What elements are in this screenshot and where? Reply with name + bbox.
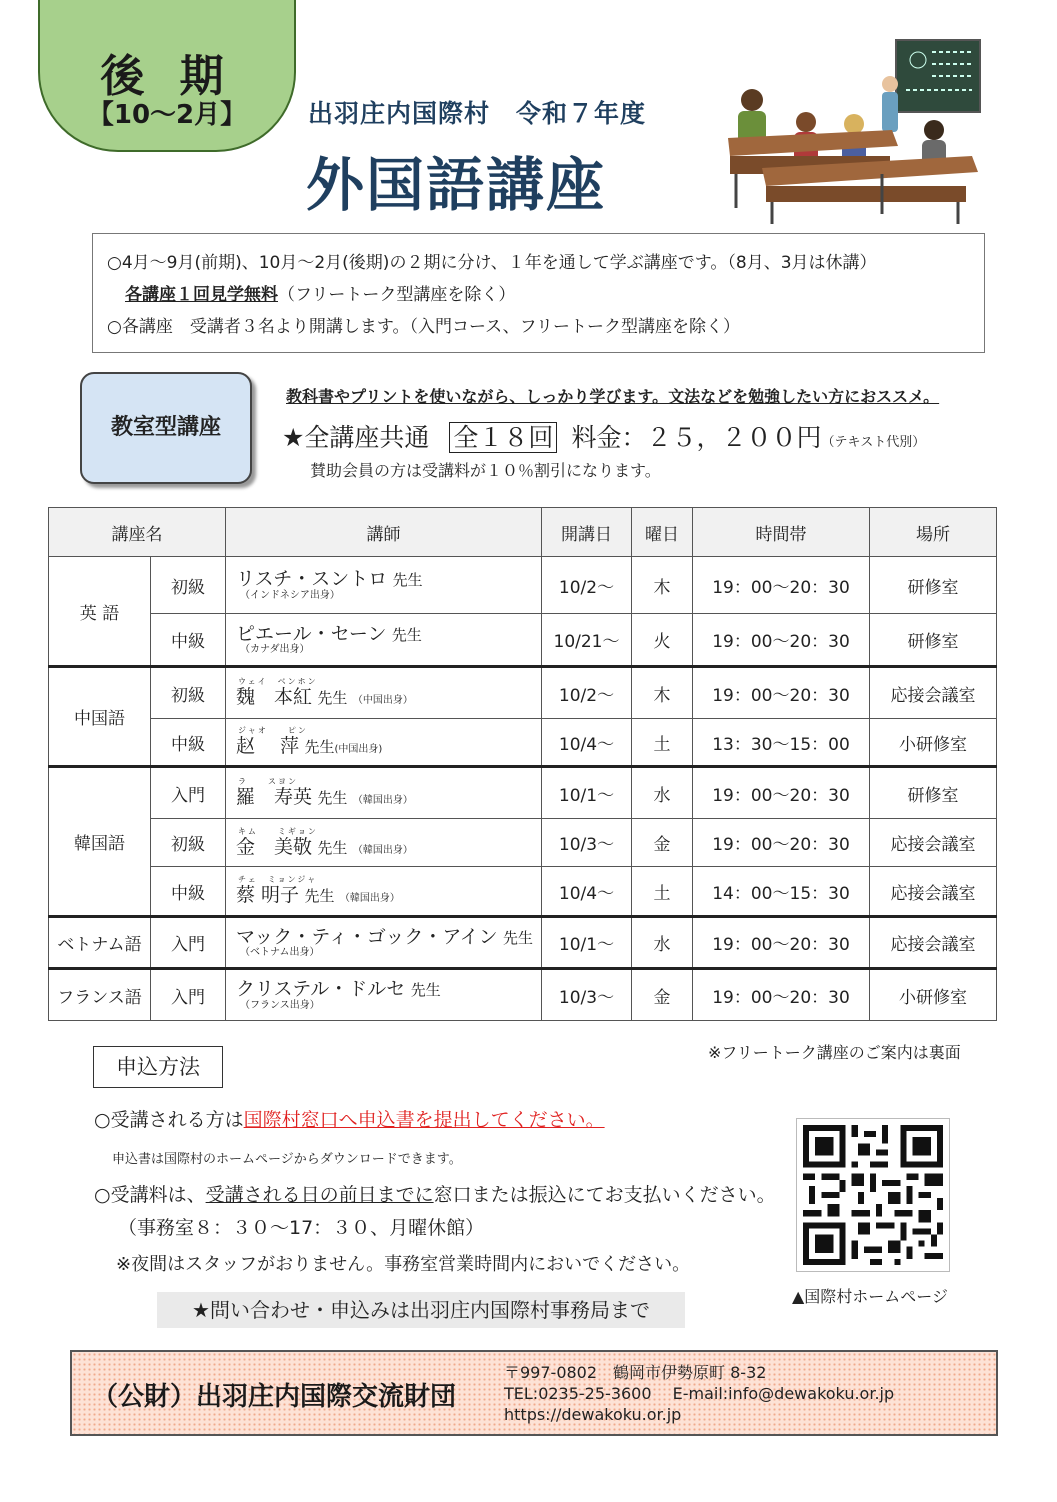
day-cell: 土 [632, 867, 693, 917]
day-cell: 金 [632, 819, 693, 867]
footer-contact [504, 1362, 894, 1425]
level-cell: 中級 [151, 614, 226, 667]
classroom-description: 教科書やプリントを使いながら、しっかり学びます。文法などを勉強したい方におススメ。 [286, 387, 940, 406]
level-cell: 中級 [151, 719, 226, 767]
footer-tel-email[interactable]: TEL:0235-25-3600 E-mail:info@dewakoku.or.jp [504, 1384, 895, 1403]
table-row [49, 667, 997, 719]
table-row [49, 614, 997, 667]
time-cell: 19：00～20：30 [693, 557, 870, 614]
application-label: 申込方法 [93, 1046, 223, 1088]
application-line-2: 申込書は国際村のホームページからダウンロードできます。 [112, 1152, 462, 1167]
place-cell: 小研修室 [870, 719, 997, 767]
app1-text: ○受講される方は [94, 1109, 244, 1131]
teacher-cell [226, 667, 542, 719]
fee-count: 全１８回 [449, 422, 557, 453]
teacher-suffix: 先生 [391, 625, 422, 644]
teacher-cell [226, 917, 542, 969]
discount-note: 賛助会員の方は受講料が１０％割引になります。 [310, 461, 661, 480]
place-cell: 応接会議室 [870, 819, 997, 867]
term-months: 【10～2月】 [87, 100, 247, 130]
table-row [49, 719, 997, 767]
level-cell: 初級 [151, 819, 226, 867]
footer-address: 〒997-0802 鶴岡市伊勢原町 8-32 [504, 1363, 767, 1382]
teacher-cell [226, 819, 542, 867]
footer-url[interactable]: https://dewakoku.or.jp [504, 1405, 682, 1424]
table-row [49, 819, 997, 867]
fee-prefix: ★全講座共通 [282, 423, 430, 452]
day-cell: 木 [632, 667, 693, 719]
teacher-reading: ウェイ ベンホン [238, 677, 318, 687]
level-cell: 初級 [151, 667, 226, 719]
teacher-origin: （ベトナム出身） [240, 947, 320, 959]
schedule-table [48, 507, 997, 1021]
day-cell: 水 [632, 917, 693, 969]
contact-banner: ★問い合わせ・申込みは出羽庄内国際村事務局まで [157, 1292, 685, 1328]
time-cell: 19：00～20：30 [693, 917, 870, 969]
day-cell: 水 [632, 767, 693, 819]
fee-amount: 料金：２５，２００円 [571, 423, 822, 452]
notice-box [92, 233, 985, 353]
classroom-course-badge: 教室型講座 [80, 372, 252, 484]
time-cell: 19：00～20：30 [693, 614, 870, 667]
page-title: 外国語講座 [306, 151, 607, 219]
start-cell: 10/2～ [542, 557, 632, 614]
application-line-1 [94, 1105, 605, 1132]
app1-highlight: 国際村窓口へ申込書を提出してください。 [243, 1109, 605, 1131]
teacher-cell [226, 557, 542, 614]
lang-cell: 韓国語 [49, 767, 151, 917]
free-talk-note: ※フリートーク講座のご案内は裏面 [708, 1043, 961, 1062]
level-cell: 中級 [151, 867, 226, 917]
place-cell: 小研修室 [870, 969, 997, 1021]
office-hours: （事務室８：３０～17：３０、月曜休館） [118, 1217, 485, 1239]
teacher-suffix: 先生 [304, 887, 335, 906]
header-course: 講座名 [49, 508, 226, 557]
classroom-illustration [722, 38, 982, 228]
teacher-origin: （韓国出身） [352, 844, 413, 856]
teacher-reading: チェ ミョンジャ [238, 875, 318, 885]
app3-text-b: 窓口または振込にてお支払いください。 [433, 1184, 776, 1206]
place-cell: 応接会議室 [870, 917, 997, 969]
notice-line-3: ○各講座 受講者３名より開講します。（入門コース、フリートーク型講座を除く） [107, 317, 740, 337]
level-cell: 入門 [151, 969, 226, 1021]
qr-code[interactable] [796, 1118, 950, 1272]
notice-line-2 [125, 280, 515, 305]
header-time: 時間帯 [693, 508, 870, 557]
day-cell: 土 [632, 719, 693, 767]
teacher-name: ピエール・セーン [236, 622, 387, 645]
teacher-reading: キム ミギョン [238, 826, 318, 836]
teacher-name: クリステル・ドルセ [236, 978, 406, 1001]
time-cell: 19：00～20：30 [693, 767, 870, 819]
header-day: 曜日 [632, 508, 693, 557]
lang-cell: 中国語 [49, 667, 151, 767]
header-start: 開講日 [542, 508, 632, 557]
teacher-name: 金 美敬 [236, 835, 313, 858]
free-trial-note: （フリートーク型講座を除く） [278, 285, 516, 305]
start-cell: 10/3～ [542, 969, 632, 1021]
teacher-reading: ジャオ ピン [238, 726, 308, 736]
table-row [49, 557, 997, 614]
time-cell: 14：00～15：30 [693, 867, 870, 917]
teacher-reading: ラ スヨン [238, 777, 298, 787]
table-row [49, 767, 997, 819]
time-cell: 19：00～20：30 [693, 667, 870, 719]
teacher-origin: （韓国出身） [339, 893, 400, 905]
teacher-name: 蔡 明子 [236, 884, 300, 907]
qr-caption: ▲国際村ホームページ [792, 1287, 948, 1306]
teacher-origin: （フランス出身） [240, 999, 320, 1011]
app3-text-a: ○受講料は、 [94, 1184, 206, 1206]
header-place: 場所 [870, 508, 997, 557]
start-cell: 10/2～ [542, 667, 632, 719]
teacher-suffix: 先生 [410, 981, 441, 1000]
teacher-name: 羅 寿英 [236, 786, 313, 809]
term-badge [38, 0, 296, 152]
footer [70, 1350, 998, 1436]
level-cell: 入門 [151, 917, 226, 969]
place-cell: 応接会議室 [870, 667, 997, 719]
organization-name: （公財）出羽庄内国際交流財団 [92, 1382, 457, 1412]
free-trial-text: 各講座１回見学無料 [125, 285, 278, 305]
teacher-origin: （中国出身） [352, 695, 413, 707]
teacher-suffix: 先生 [317, 789, 348, 808]
start-cell: 10/21～ [542, 614, 632, 667]
time-cell: 19：00～20：30 [693, 969, 870, 1021]
teacher-suffix: 先生 [304, 738, 335, 757]
table-row [49, 969, 997, 1021]
teacher-name: 魏 本紅 [236, 686, 313, 709]
teacher-suffix: 先生 [503, 928, 534, 947]
teacher-name: 赵 萍 [236, 735, 300, 758]
lang-cell: 英 語 [49, 557, 151, 667]
level-cell: 初級 [151, 557, 226, 614]
start-cell: 10/4～ [542, 719, 632, 767]
teacher-suffix: 先生 [392, 571, 423, 590]
teacher-cell [226, 867, 542, 917]
application-line-3 [94, 1180, 776, 1207]
teacher-name: リスチ・スントロ [236, 568, 388, 591]
subtitle: 出羽庄内国際村 令和７年度 [308, 99, 647, 128]
fee-line [282, 418, 925, 454]
time-cell: 19：00～20：30 [693, 819, 870, 867]
level-cell: 入門 [151, 767, 226, 819]
lang-cell: ベトナム語 [49, 917, 151, 969]
night-note: ※夜間はスタッフがおりません。事務室営業時間内においでください。 [116, 1254, 691, 1275]
notice-line-1: ○4月～9月(前期)、10月～2月(後期)の２期に分け、１年を通して学ぶ講座です。（8月、3月は休講） [107, 253, 877, 273]
place-cell: 研修室 [870, 614, 997, 667]
place-cell: 研修室 [870, 557, 997, 614]
place-cell: 研修室 [870, 767, 997, 819]
time-cell: 13：30～15：00 [693, 719, 870, 767]
start-cell: 10/1～ [542, 917, 632, 969]
teacher-origin: （カナダ出身） [240, 644, 310, 656]
table-row [49, 867, 997, 917]
teacher-cell [226, 969, 542, 1021]
place-cell: 応接会議室 [870, 867, 997, 917]
teacher-origin: (中国出身) [334, 744, 383, 756]
teacher-name: マック・ティ・ゴック・アイン [236, 925, 498, 948]
start-cell: 10/1～ [542, 767, 632, 819]
teacher-origin: （韓国出身） [352, 795, 413, 807]
day-cell: 木 [632, 557, 693, 614]
day-cell: 火 [632, 614, 693, 667]
app3-underline: 受講される日の前日までに [205, 1184, 434, 1206]
teacher-cell [226, 614, 542, 667]
teacher-origin: （インドネシア出身） [240, 589, 340, 601]
fee-note: （テキスト代別） [821, 435, 926, 450]
header-teacher: 講師 [226, 508, 542, 557]
start-cell: 10/3～ [542, 819, 632, 867]
teacher-suffix: 先生 [317, 838, 348, 857]
table-header-row [49, 508, 997, 557]
teacher-cell [226, 719, 542, 767]
day-cell: 金 [632, 969, 693, 1021]
teacher-cell [226, 767, 542, 819]
teacher-suffix: 先生 [317, 689, 348, 708]
term-label: 後 期 [100, 51, 234, 102]
start-cell: 10/4～ [542, 867, 632, 917]
table-row [49, 917, 997, 969]
lang-cell: フランス語 [49, 969, 151, 1021]
